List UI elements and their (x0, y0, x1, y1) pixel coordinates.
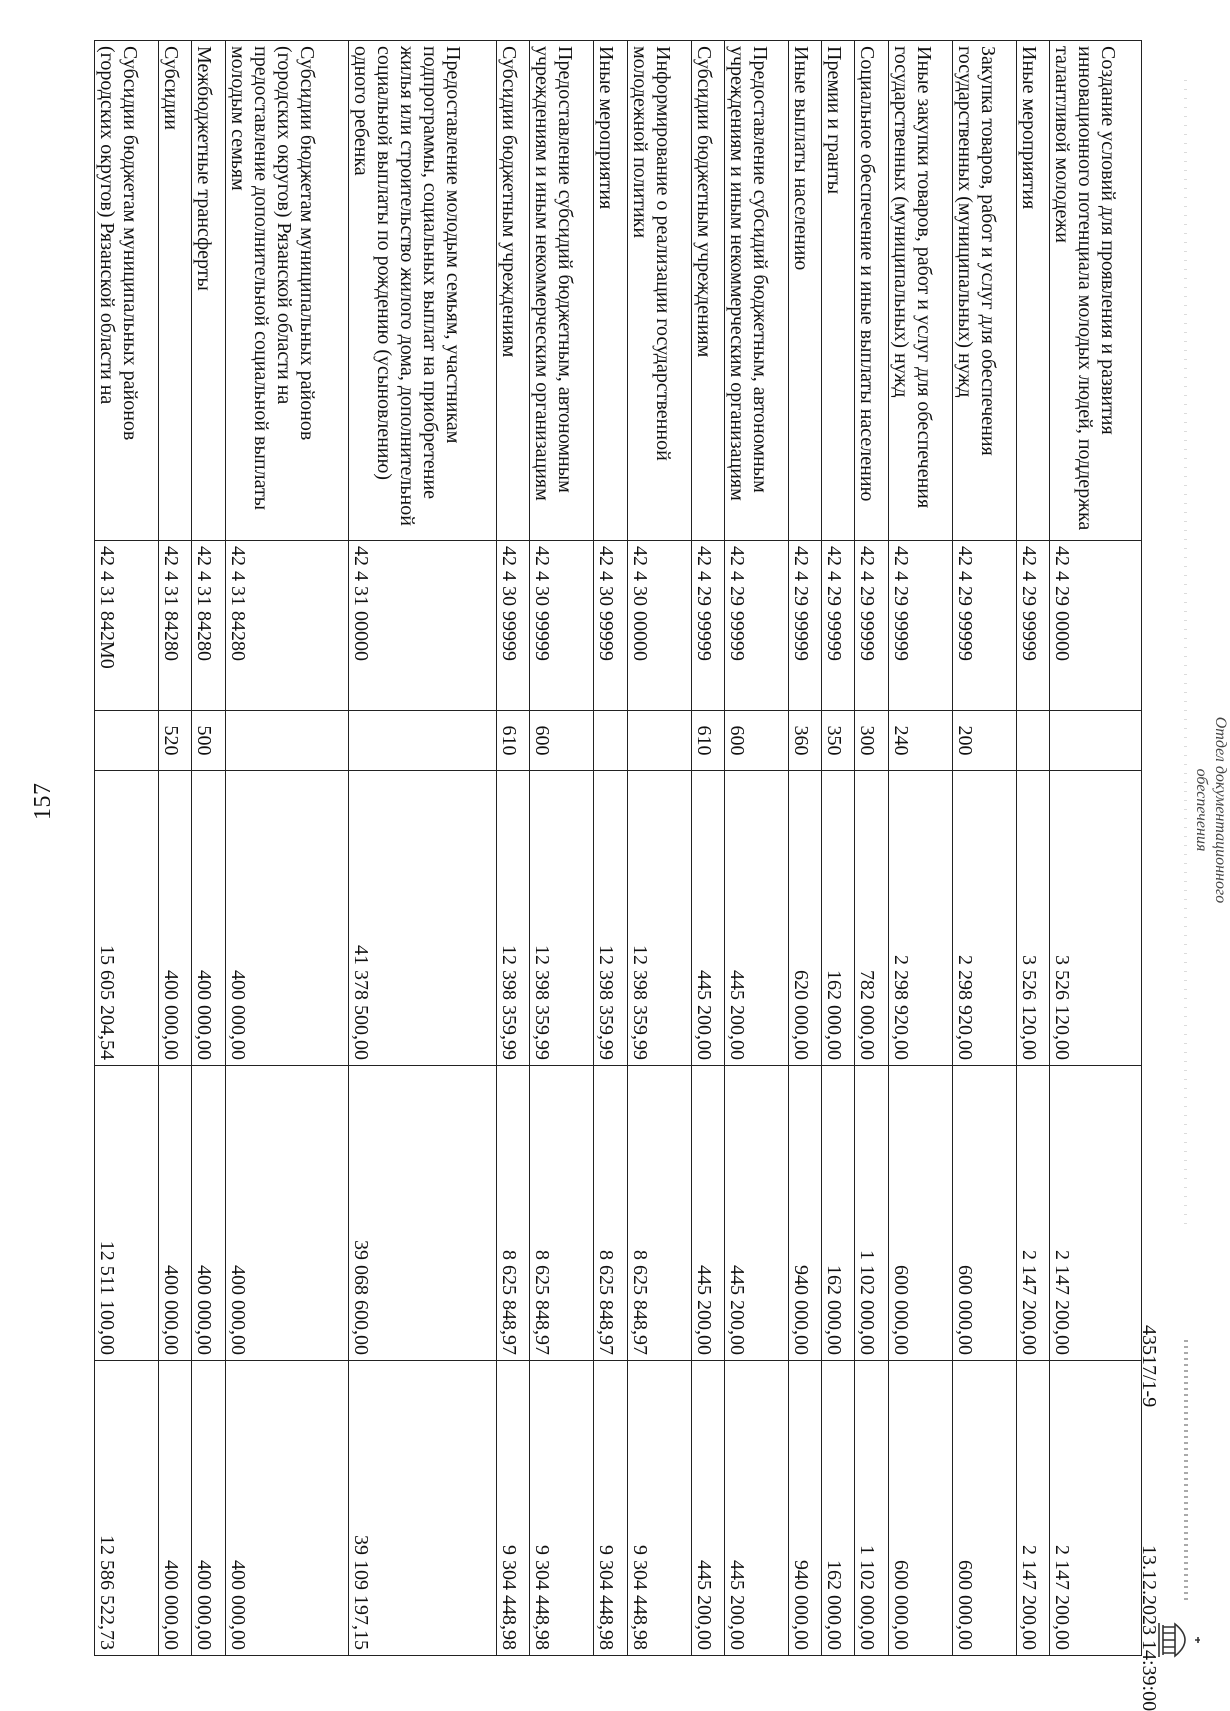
row-expense-type-cell: 500 (192, 711, 225, 771)
row-value-cell: 2 147 200,00 (1016, 1361, 1049, 1656)
row-value-cell: 445 200,00 (724, 1066, 788, 1361)
table-row (888, 41, 952, 1656)
row-expense-type-cell: 240 (888, 711, 952, 771)
table-row (627, 41, 691, 1656)
row-value-cell: 400 000,00 (225, 1361, 348, 1656)
row-code-cell: 42 4 29 99999 (1016, 541, 1049, 711)
row-code-cell: 42 4 29 99999 (724, 541, 788, 711)
row-value-cell: 12 586 522,73 (95, 1361, 159, 1656)
row-name-cell: Предоставление субсидий бюджетным, автономным учреждениям и иным некоммерческим организациям (530, 41, 594, 541)
row-value-cell: 9 304 448,98 (530, 1361, 594, 1656)
row-value-cell: 940 000,00 (788, 1066, 821, 1361)
row-value-cell: 162 000,00 (822, 1361, 855, 1656)
row-expense-type-cell: 600 (530, 711, 594, 771)
row-name-cell: Иные закупки товаров, работ и услуг для обеспечения государственных (муниципальных) нужд (888, 41, 952, 541)
row-expense-type-cell: 200 (952, 711, 1016, 771)
row-value-cell: 400 000,00 (225, 1066, 348, 1361)
row-expense-type-cell (1049, 711, 1141, 771)
department-stamp (1192, 700, 1230, 920)
row-name-cell: Субсидии бюджетам муниципальных районов (городских округов) Рязанской области на предоставление дополнительной социальной выплаты молодым семьям (225, 41, 348, 541)
scan-artifact-dots (1184, 80, 1187, 1230)
budget-table (94, 40, 1142, 1656)
stamp-line-1: Отдел документационного (1212, 716, 1229, 904)
row-expense-type-cell: 520 (159, 711, 192, 771)
row-value-cell: 620 000,00 (788, 771, 821, 1066)
row-name-cell: Субсидии бюджетам муниципальных районов (городских округов) Рязанской области на (95, 41, 159, 541)
row-value-cell: 162 000,00 (822, 1066, 855, 1361)
row-expense-type-cell (95, 711, 159, 771)
row-code-cell: 42 4 30 99999 (497, 541, 530, 711)
row-value-cell: 600 000,00 (952, 1361, 1016, 1656)
row-value-cell: 600 000,00 (888, 1066, 952, 1361)
budget-table-wrapper (94, 40, 1142, 1655)
budget-table-body (95, 41, 1142, 1656)
table-row (855, 41, 888, 1656)
row-code-cell: 42 4 31 84280 (159, 541, 192, 711)
row-value-cell: 15 605 204,54 (95, 771, 159, 1066)
row-value-cell: 41 378 500,00 (348, 771, 496, 1066)
row-value-cell: 940 000,00 (788, 1361, 821, 1656)
row-value-cell: 400 000,00 (192, 1066, 225, 1361)
table-row (788, 41, 821, 1656)
row-code-cell: 42 4 31 00000 (348, 541, 496, 711)
row-value-cell: 400 000,00 (192, 771, 225, 1066)
row-value-cell: 8 625 848,97 (627, 1066, 691, 1361)
row-value-cell: 445 200,00 (691, 1361, 724, 1656)
row-value-cell: 3 526 120,00 (1016, 771, 1049, 1066)
row-name-cell: Субсидии бюджетным учреждениям (497, 41, 530, 541)
row-expense-type-cell (348, 711, 496, 771)
row-expense-type-cell: 300 (855, 711, 888, 771)
row-expense-type-cell: 350 (822, 711, 855, 771)
row-name-cell: Иные выплаты населению (788, 41, 821, 541)
row-value-cell: 12 398 359,99 (627, 771, 691, 1066)
row-name-cell: Субсидии (159, 41, 192, 541)
row-value-cell: 2 298 920,00 (952, 771, 1016, 1066)
row-value-cell: 445 200,00 (724, 771, 788, 1066)
stamp-line-2: обеспечения (1193, 768, 1210, 852)
row-value-cell: 400 000,00 (159, 1066, 192, 1361)
row-value-cell: 9 304 448,98 (594, 1361, 627, 1656)
table-row (1049, 41, 1141, 1656)
row-value-cell: 8 625 848,97 (594, 1066, 627, 1361)
row-code-cell: 42 4 29 99999 (788, 541, 821, 711)
row-expense-type-cell (1016, 711, 1049, 771)
row-name-cell: Создание условий для проявления и развития инновационного потенциала молодых людей, поддержка талантливой молодежи (1049, 41, 1141, 541)
row-value-cell: 2 298 920,00 (888, 771, 952, 1066)
row-value-cell: 1 102 000,00 (855, 1361, 888, 1656)
row-value-cell: 2 147 200,00 (1049, 1066, 1141, 1361)
row-name-cell: Закупка товаров, работ и услуг для обеспечения государственных (муниципальных) нужд (952, 41, 1016, 541)
row-expense-type-cell: 610 (691, 711, 724, 771)
row-value-cell: 445 200,00 (724, 1361, 788, 1656)
row-code-cell: 42 4 29 99999 (691, 541, 724, 711)
table-row (95, 41, 159, 1656)
row-value-cell: 1 102 000,00 (855, 1066, 888, 1361)
table-row (348, 41, 496, 1656)
table-row (691, 41, 724, 1656)
row-name-cell: Социальное обеспечение и иные выплаты населению (855, 41, 888, 541)
row-name-cell: Предоставление субсидий бюджетным, автономным учреждениям и иным некоммерческим организациям (724, 41, 788, 541)
row-name-cell: Субсидии бюджетным учреждениям (691, 41, 724, 541)
page-number: 157 (30, 782, 56, 820)
row-value-cell: 2 147 200,00 (1016, 1066, 1049, 1361)
table-row (952, 41, 1016, 1656)
scan-artifact (1184, 1340, 1188, 1600)
row-expense-type-cell: 360 (788, 711, 821, 771)
row-value-cell: 600 000,00 (952, 1066, 1016, 1361)
row-code-cell: 42 4 31 84280 (225, 541, 348, 711)
table-row (159, 41, 192, 1656)
table-row (822, 41, 855, 1656)
table-row (192, 41, 225, 1656)
row-value-cell: 12 398 359,99 (530, 771, 594, 1066)
row-value-cell: 400 000,00 (159, 1361, 192, 1656)
row-value-cell: 600 000,00 (888, 1361, 952, 1656)
row-name-cell: Иные мероприятия (594, 41, 627, 541)
row-value-cell: 445 200,00 (691, 1066, 724, 1361)
footer-doc-number: 43517/1-9 (1138, 1325, 1160, 1408)
row-code-cell: 42 4 29 00000 (1049, 541, 1141, 711)
table-row (497, 41, 530, 1656)
row-value-cell: 12 398 359,99 (497, 771, 530, 1066)
row-value-cell: 3 526 120,00 (1049, 771, 1141, 1066)
row-value-cell: 12 511 100,00 (95, 1066, 159, 1361)
row-code-cell: 42 4 29 99999 (855, 541, 888, 711)
row-value-cell: 2 147 200,00 (1049, 1361, 1141, 1656)
row-value-cell: 39 068 600,00 (348, 1066, 496, 1361)
row-value-cell: 782 000,00 (855, 771, 888, 1066)
row-expense-type-cell: 610 (497, 711, 530, 771)
row-value-cell: 8 625 848,97 (530, 1066, 594, 1361)
table-row (225, 41, 348, 1656)
row-expense-type-cell (225, 711, 348, 771)
row-value-cell: 400 000,00 (225, 771, 348, 1066)
table-row (1016, 41, 1049, 1656)
row-name-cell: Межбюджетные трансферты (192, 41, 225, 541)
row-code-cell: 42 4 30 00000 (627, 541, 691, 711)
table-row (594, 41, 627, 1656)
row-value-cell: 12 398 359,99 (594, 771, 627, 1066)
row-value-cell: 445 200,00 (691, 771, 724, 1066)
row-value-cell: 9 304 448,98 (627, 1361, 691, 1656)
row-value-cell: 39 109 197,15 (348, 1361, 496, 1656)
row-expense-type-cell: 600 (724, 711, 788, 771)
row-expense-type-cell (594, 711, 627, 771)
row-code-cell: 42 4 31 842М0 (95, 541, 159, 711)
row-name-cell: Премии и гранты (822, 41, 855, 541)
row-code-cell: 42 4 30 99999 (594, 541, 627, 711)
row-code-cell: 42 4 29 99999 (888, 541, 952, 711)
row-code-cell: 42 4 31 84280 (192, 541, 225, 711)
table-row (724, 41, 788, 1656)
row-code-cell: 42 4 29 99999 (952, 541, 1016, 711)
row-code-cell: 42 4 29 99999 (822, 541, 855, 711)
row-name-cell: Иные мероприятия (1016, 41, 1049, 541)
row-value-cell: 162 000,00 (822, 771, 855, 1066)
row-value-cell: 9 304 448,98 (497, 1361, 530, 1656)
row-name-cell: Предоставление молодым семьям, участникам подпрограммы, социальных выплат на приобретение жилья или строительство жилого дома, дополнительной социальной выплаты по рождению (усыновлению) одного ребенка (348, 41, 496, 541)
row-value-cell: 8 625 848,97 (497, 1066, 530, 1361)
row-name-cell: Информирование о реализации государственной молодежной политики (627, 41, 691, 541)
row-value-cell: 400 000,00 (192, 1361, 225, 1656)
table-row (530, 41, 594, 1656)
row-code-cell: 42 4 30 99999 (530, 541, 594, 711)
coat-of-arms-logo-icon (1148, 1610, 1198, 1670)
row-value-cell: 400 000,00 (159, 771, 192, 1066)
footer-date: 13.12.2023 14:39:00 (1138, 1545, 1160, 1711)
row-expense-type-cell (627, 711, 691, 771)
